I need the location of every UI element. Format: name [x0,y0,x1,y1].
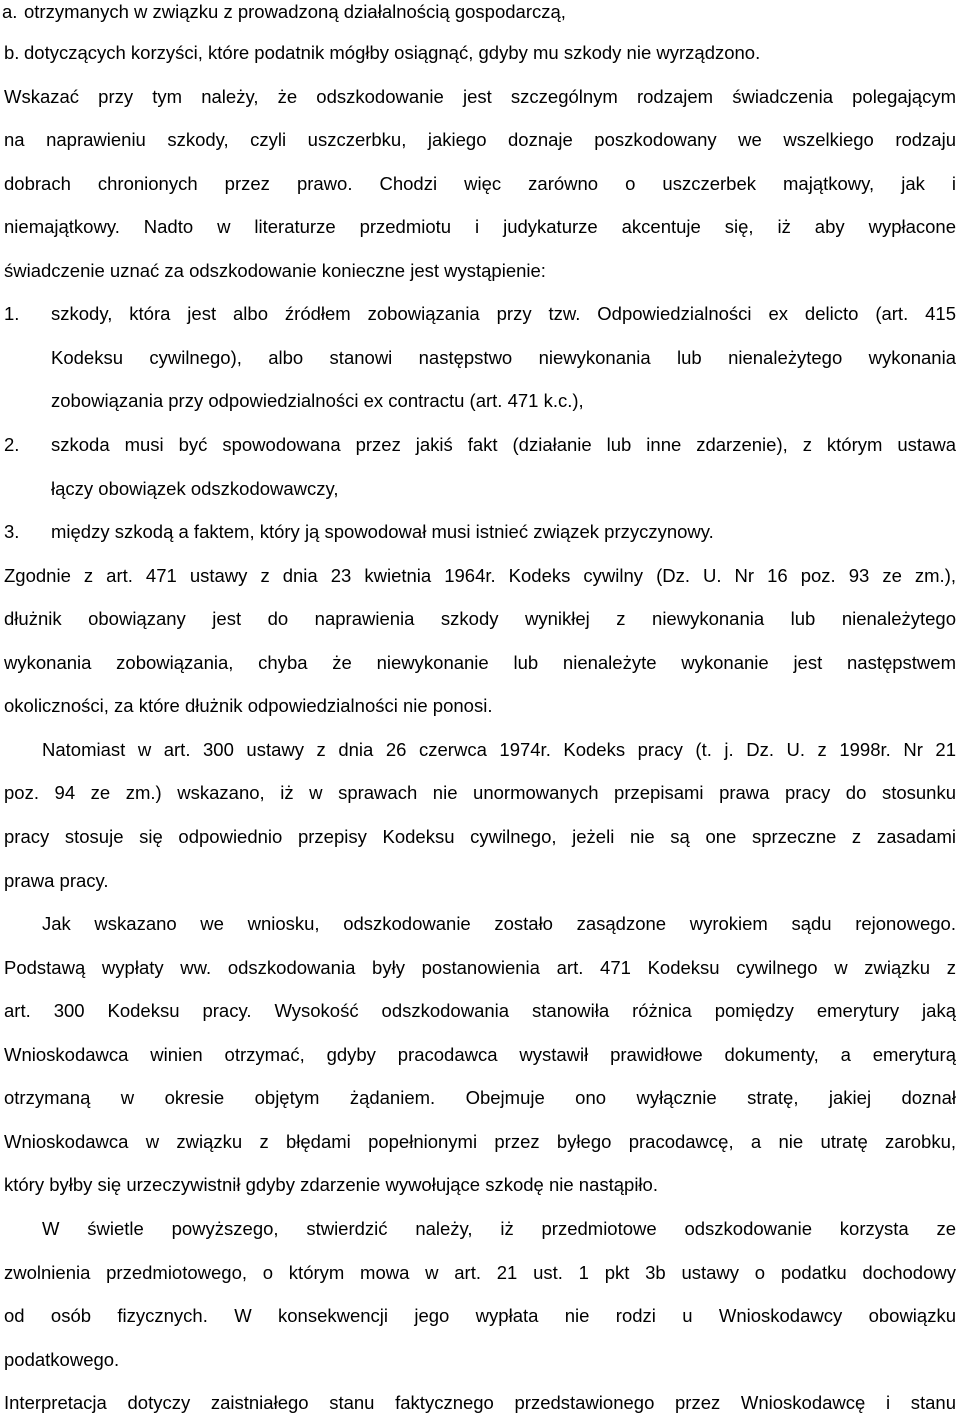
paragraph-line: na naprawieniu szkody, czyli uszczerbku, jakiego doznaje poszkodowany we wszelkiego rodzaju [4,129,956,150]
numbered-item-line: szkoda musi być spowodowana przez jakiś fakt (działanie lub inne zdarzenie), z którym ustawa [51,434,956,455]
paragraph-line: poz. 94 ze zm.) wskazano, iż w sprawach nie unormowanych przepisami prawa pracy do stosunku [4,782,956,803]
paragraph-line: prawa pracy. [4,870,109,891]
paragraph-line: podatkowego. [4,1349,120,1370]
numbered-marker-3: 3. [4,521,20,542]
paragraph-line: Wnioskodawca winien otrzymać, gdyby pracodawca wystawił prawidłowe dokumenty, a emeryturą [4,1044,956,1065]
paragraph-line: Zgodnie z art. 471 ustawy z dnia 23 kwietnia 1964r. Kodeks cywilny (Dz. U. Nr 16 poz. 93 ze zm.), [4,565,956,586]
paragraph-line: pracy stosuje się odpowiednio przepisy Kodeksu cywilnego, jeżeli nie są one sprzeczne z zasadami [4,826,956,847]
numbered-item-line: między szkodą a faktem, który ją spowodował musi istnieć związek przyczynowy. [51,521,714,542]
numbered-marker-2: 2. [4,434,20,455]
paragraph-line: dłużnik obowiązany jest do naprawienia szkody wynikłej z niewykonania lub nienależytego [4,608,956,629]
numbered-item-line: zobowiązania przy odpowiedzialności ex contractu (art. 471 k.c.), [51,390,584,411]
paragraph-line: Wnioskodawca w związku z błędami popełnionymi przez byłego pracodawcę, a nie utratę zarobku, [4,1131,956,1152]
paragraph-line: zwolnienia przedmiotowego, o którym mowa w art. 21 ust. 1 pkt 3b ustawy o podatku dochodowy [4,1262,956,1283]
paragraph-line: wykonania zobowiązania, chyba że niewykonanie lub nienależyte wykonanie jest następstwem [4,652,956,673]
paragraph-line: Natomiast w art. 300 ustawy z dnia 26 czerwca 1974r. Kodeks pracy (t. j. Dz. U. z 1998r. Nr 21 [42,739,956,760]
paragraph-line: świadczenie uznać za odszkodowanie konieczne jest wystąpienie: [4,260,546,281]
numbered-item-line: Kodeksu cywilnego), albo stanowi następstwo niewykonania lub nienależytego wykonania [51,347,956,368]
paragraph-line: który byłby się urzeczywistnił gdyby zdarzenie wywołujące szkodę nie nastąpiło. [4,1174,658,1195]
paragraph-line: art. 300 Kodeksu pracy. Wysokość odszkodowania stanowiła różnica pomiędzy emerytury jaką [4,1000,956,1021]
list-item-text: dotyczących korzyści, które podatnik mógłby osiągnąć, gdyby mu szkody nie wyrządzono. [24,42,761,63]
paragraph-line: otrzymaną w okresie objętym żądaniem. Obejmuje ono wyłącznie stratę, jakiej doznał [4,1087,956,1108]
list-marker: a. [2,1,18,22]
numbered-marker-1: 1. [4,303,20,324]
numbered-item-line: szkody, która jest albo źródłem zobowiązania przy tzw. Odpowiedzialności ex delicto (art. 415 [51,303,956,324]
paragraph-line: dobrach chronionych przez prawo. Chodzi więc zarówno o uszczerbek majątkowy, jak i [4,173,956,194]
paragraph-line: W świetle powyższego, stwierdzić należy, iż przedmiotowe odszkodowanie korzysta ze [42,1218,956,1239]
list-item-text: otrzymanych w związku z prowadzoną działalnością gospodarczą, [24,1,566,22]
paragraph-line: niemajątkowy. Nadto w literaturze przedmiotu i judykaturze akcentuje się, iż aby wypłacone [4,216,956,237]
paragraph-line: Wskazać przy tym należy, że odszkodowanie jest szczególnym rodzajem świadczenia polegającym [4,86,956,107]
paragraph-line: okoliczności, za które dłużnik odpowiedzialności nie ponosi. [4,695,493,716]
paragraph-line: Jak wskazano we wniosku, odszkodowanie zostało zasądzone wyrokiem sądu rejonowego. [42,913,956,934]
list-marker: b. [4,42,20,63]
paragraph-line: Interpretacja dotyczy zaistniałego stanu faktycznego przedstawionego przez Wnioskodawcę i stanu [4,1392,956,1413]
numbered-item-line: łączy obowiązek odszkodowawczy, [51,478,339,499]
paragraph-line: od osób fizycznych. W konsekwencji jego wypłata nie rodzi u Wnioskodawcy obowiązku [4,1305,956,1326]
paragraph-line: Podstawą wypłaty ww. odszkodowania były postanowienia art. 471 Kodeksu cywilnego w związku z [4,957,956,978]
